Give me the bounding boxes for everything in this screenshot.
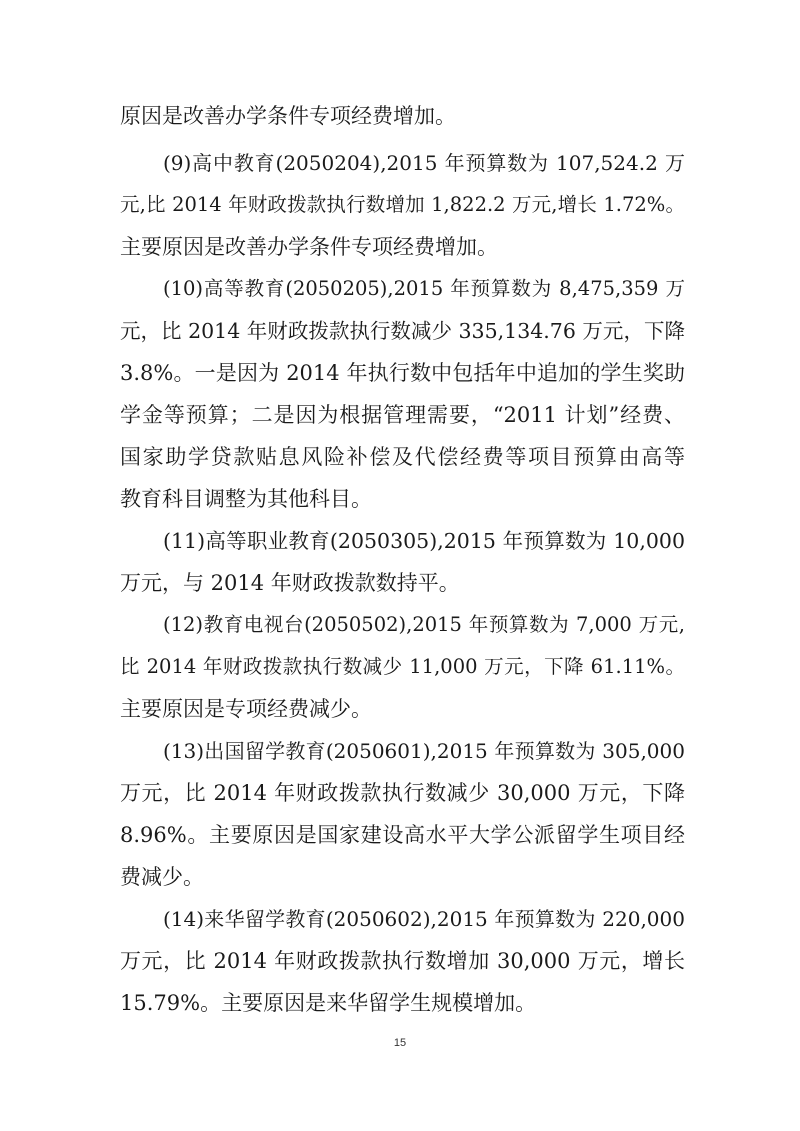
text-line: 比 2014 年财政拨款执行数减少 11,000 万元，下降 61.11%。 [120,655,685,678]
text-line: 8.96%。主要原因是国家建设高水平大学公派留学生项目经 [120,823,685,847]
page-number: 15 [393,1037,407,1049]
text-line: (11)高等职业教育(2050305),2015 年预算数为 10,000 [163,529,685,553]
text-line: 原因是改善办学条件专项经费增加。 [120,104,456,128]
text-line: 教育科目调整为其他科目。 [120,487,372,511]
text-line: 费减少。 [120,865,204,889]
text-line: 元，比 2014 年财政拨款执行数减少 335,134.76 万元，下降 [120,319,685,343]
text-line: (13)出国留学教育(2050601),2015 年预算数为 305,000 [163,739,685,763]
text-line: 学金等预算；二是因为根据管理需要，“2011 计划”经费、 [120,403,685,427]
text-line: 3.8%。一是因为 2014 年执行数中包括年中追加的学生奖助 [120,361,685,385]
text-line: (12)教育电视台(2050502),2015 年预算数为 7,000 万元, [163,613,685,636]
text-line: (9)高中教育(2050204),2015 年预算数为 107,524.2 万 [163,151,685,175]
text-line: 元,比 2014 年财政拨款执行数增加 1,822.2 万元,增长 1.72%。 [120,193,685,216]
text-line: 万元，与 2014 年财政拨款数持平。 [120,571,460,595]
text-line: 万元，比 2014 年财政拨款执行数减少 30,000 万元，下降 [120,781,685,805]
text-line: 主要原因是专项经费减少。 [120,697,372,721]
text-line: (10)高等教育(2050205),2015 年预算数为 8,475,359 万 [163,277,685,300]
text-line: 万元，比 2014 年财政拨款执行数增加 30,000 万元，增长 [120,949,685,973]
text-line: (14)来华留学教育(2050602),2015 年预算数为 220,000 [163,907,685,931]
text-line: 国家助学贷款贴息风险补偿及代偿经费等项目预算由高等 [120,445,685,469]
text-line: 主要原因是改善办学条件专项经费增加。 [120,235,498,259]
text-line: 15.79%。主要原因是来华留学生规模增加。 [120,991,537,1015]
